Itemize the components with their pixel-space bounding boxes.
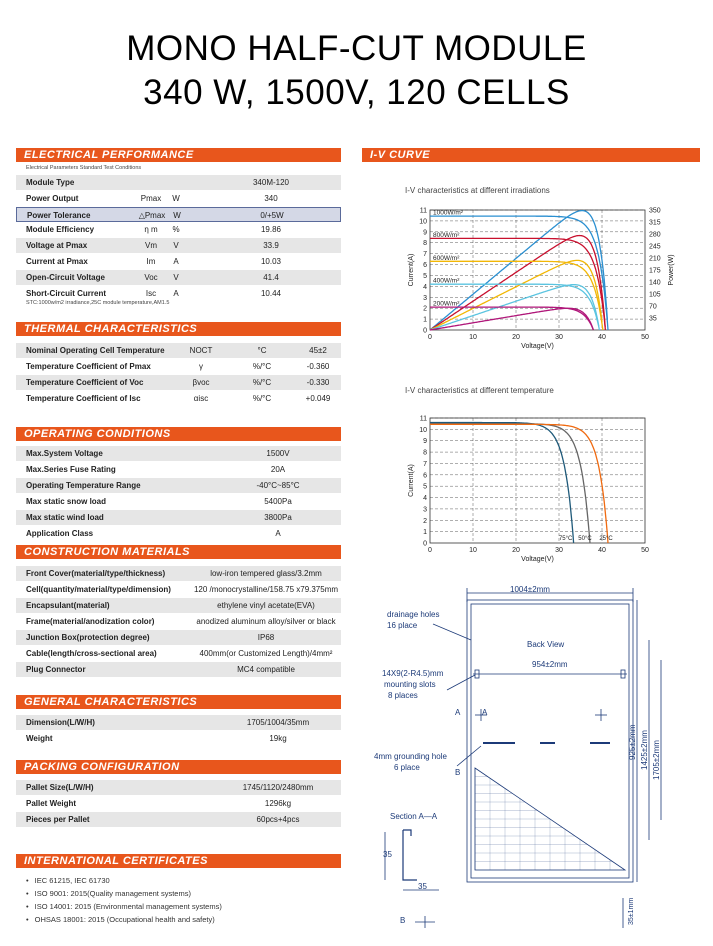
table-row xyxy=(16,446,341,462)
table-row xyxy=(16,222,341,238)
cell-label: Module Type xyxy=(26,178,75,187)
table-row xyxy=(16,359,341,375)
x-tick-label: 20 xyxy=(512,334,520,341)
electrical-heading: ELECTRICAL PERFORMANCE xyxy=(16,148,341,162)
cell-sym: Isc xyxy=(145,289,157,298)
table-row xyxy=(16,191,341,207)
table-row xyxy=(16,391,341,407)
cell-value: anodized aluminum alloy/silver or black xyxy=(196,617,336,626)
cell-value: 41.4 xyxy=(263,273,279,282)
y-tick-label: 3 xyxy=(423,294,427,302)
y-tick-label: 5 xyxy=(423,483,427,491)
cell-label: Voltage at Pmax xyxy=(26,241,88,250)
y-tick-label: 4 xyxy=(423,283,427,291)
marker-a-left: A xyxy=(455,708,461,717)
cell-label: Cable(length/cross-sectional area) xyxy=(26,649,157,658)
cell-value: 45±2 xyxy=(309,346,327,355)
cell-label: Pieces per Pallet xyxy=(26,815,90,824)
electrical-subheading: Electrical Parameters Standard Test Conditions xyxy=(26,165,142,171)
cell-label: Cell(quantity/material/type/dimension) xyxy=(26,585,171,594)
cell-value: 340 xyxy=(264,194,278,203)
drainage-count: 16 place xyxy=(387,621,418,630)
table-row xyxy=(16,270,341,286)
cell-value: 1500V xyxy=(266,449,290,458)
x-tick-label: 0 xyxy=(428,334,432,341)
table-row xyxy=(16,207,341,222)
marker-a-right: A xyxy=(482,708,488,717)
cell-value: 19kg xyxy=(269,734,287,743)
y-tick-label: 8 xyxy=(423,240,427,248)
cell-unit: % xyxy=(172,225,180,234)
cell-label: Frame(material/anodization color) xyxy=(26,617,155,626)
table-row xyxy=(16,731,341,747)
table-row xyxy=(16,494,341,510)
chart2-title: I-V characteristics at different temperature xyxy=(405,386,554,395)
table-row xyxy=(16,646,341,662)
x-tick-label: 10 xyxy=(469,334,477,341)
electrical-note: STC:1000w/m2 irradiance,25C module temperature,AM1.5 xyxy=(26,300,170,306)
y2-tick-label: 210 xyxy=(649,255,661,263)
cell-unit: %/°C xyxy=(252,362,272,371)
cell-unit: A xyxy=(173,289,179,298)
cell-value: A xyxy=(275,529,281,538)
y2-tick-label: 315 xyxy=(649,219,661,227)
cell-label: Temperature Coefficient of Voc xyxy=(26,378,144,387)
cell-label: Pallet Size(L/W/H) xyxy=(26,783,94,792)
x-tick-label: 0 xyxy=(428,547,432,554)
y2-tick-label: 140 xyxy=(649,279,661,287)
cell-label: Power Output xyxy=(26,194,79,203)
y-tick-label: 0 xyxy=(423,540,427,548)
y-tick-label: 11 xyxy=(419,207,427,215)
chart1-title: I-V characteristics at different irradiations xyxy=(405,186,550,195)
series-label: 1000W/m² xyxy=(433,209,463,217)
electrical-table xyxy=(16,175,341,302)
cell-label: Power Tolerance xyxy=(27,211,91,220)
series-label: 400W/m² xyxy=(433,277,460,285)
construction-heading: CONSTRUCTION MATERIALS xyxy=(16,545,341,559)
section-width: 35 xyxy=(418,882,427,891)
cell-sym: Im xyxy=(146,257,156,266)
dim-35b: 35±1mm xyxy=(628,897,635,925)
table-row xyxy=(16,796,341,812)
cell-unit: %/°C xyxy=(252,394,272,403)
table-row xyxy=(16,526,341,542)
inner-dim: 954±2mm xyxy=(532,660,568,669)
packing-table xyxy=(16,780,341,828)
cell-value: 10.03 xyxy=(260,257,282,266)
x-tick-label: 30 xyxy=(555,334,563,341)
cell-value: MC4 compatible xyxy=(237,665,295,674)
series-label: 200W/m² xyxy=(433,300,460,308)
cell-sym: η m xyxy=(144,225,158,234)
iv-heading: I-V CURVE xyxy=(362,148,700,162)
cell-label: Application Class xyxy=(26,529,94,538)
cell-sym: Voc xyxy=(144,273,158,282)
cell-value: 3800Pa xyxy=(264,513,292,522)
cell-value: 1296kg xyxy=(264,799,292,808)
cell-sym: γ xyxy=(199,362,203,371)
x-axis-label: Voltage(V) xyxy=(521,556,554,563)
cell-label: Encapsulant(material) xyxy=(26,601,110,610)
page-title: MONO HALF-CUT MODULE xyxy=(126,29,587,68)
table-row xyxy=(16,478,341,494)
cell-value: 0/+5W xyxy=(260,211,284,220)
cell-unit: A xyxy=(173,257,179,266)
cell-label: Temperature Coefficient of Pmax xyxy=(26,362,151,371)
y-tick-label: 7 xyxy=(423,251,427,259)
certificate-item: • ISO 9001: 2015(Quality management systems) xyxy=(26,887,222,900)
cell-value: 20A xyxy=(270,465,286,474)
table-row xyxy=(16,662,341,678)
table-row xyxy=(16,343,341,359)
y-tick-label: 2 xyxy=(423,305,427,313)
cell-sym: Pmax xyxy=(140,194,162,203)
cell-label: Short-Circuit Current xyxy=(26,289,106,298)
cell-value: 33.9 xyxy=(263,241,279,250)
y-tick-label: 0 xyxy=(423,327,427,335)
y2-tick-label: 350 xyxy=(649,207,661,215)
cell-value: 19.86 xyxy=(260,225,282,234)
series-label: 25°C xyxy=(599,536,613,542)
y-tick-label: 8 xyxy=(423,449,427,457)
cell-label: Dimension(L/W/H) xyxy=(26,718,95,727)
cell-label: Temperature Coefficient of Isc xyxy=(26,394,141,403)
cell-value: 1705/1004/35mm xyxy=(246,718,310,727)
cell-value: 10.44 xyxy=(260,289,282,298)
series-label: 800W/m² xyxy=(433,231,460,239)
certificate-item: • IEC 61215, IEC 61730 xyxy=(26,874,222,887)
cell-label: Max.Series Fuse Rating xyxy=(26,465,116,474)
certificates-heading: INTERNATIONAL CERTIFICATES xyxy=(16,854,341,868)
table-row xyxy=(16,375,341,391)
y-tick-label: 9 xyxy=(423,438,427,446)
cell-unit: W xyxy=(172,194,180,203)
thermal-heading: THERMAL CHARACTERISTICS xyxy=(16,322,341,336)
marker-b-bottom: B xyxy=(400,916,406,925)
thermal-table xyxy=(16,343,341,407)
certificate-item: • ISO 14001: 2015 (Environmental management systems) xyxy=(26,900,222,913)
y-tick-label: 3 xyxy=(423,506,427,514)
drainage-label: drainage holes xyxy=(387,610,440,619)
cell-label: Weight xyxy=(26,734,53,743)
section-height: 35 xyxy=(383,850,392,859)
table-row xyxy=(16,630,341,646)
cell-sym: △Pmax xyxy=(138,211,166,220)
cell-value: +0.049 xyxy=(305,394,331,403)
certificate-item: • OHSAS 18001: 2015 (Occupational health and safety) xyxy=(26,913,222,926)
cell-value: 340M-120 xyxy=(252,178,290,187)
cell-value: -0.330 xyxy=(306,378,330,387)
y-tick-label: 1 xyxy=(423,316,427,324)
cell-label: Open-Circuit Voltage xyxy=(26,273,105,282)
dim-1425: 1425±2mm xyxy=(640,730,649,770)
cell-value: IP68 xyxy=(257,633,275,642)
series-label: 600W/m² xyxy=(433,254,460,262)
plot-area xyxy=(430,418,645,543)
cell-sym: Vm xyxy=(145,241,157,250)
x-tick-label: 40 xyxy=(598,547,606,554)
cell-label: Pallet Weight xyxy=(26,799,77,808)
table-row xyxy=(16,462,341,478)
cell-value: 1745/1120/2480mm xyxy=(242,783,314,792)
y2-axis-label: Power(W) xyxy=(668,254,675,286)
cell-label: Plug Connector xyxy=(26,665,86,674)
cell-sym: NOCT xyxy=(189,346,213,355)
x-tick-label: 40 xyxy=(598,334,606,341)
series-label: 75°C xyxy=(558,536,573,542)
cell-label: Operating Temperature Range xyxy=(26,481,141,490)
y-tick-label: 5 xyxy=(423,272,427,280)
y-tick-label: 2 xyxy=(423,517,427,525)
table-row xyxy=(16,238,341,254)
cell-label: Max static wind load xyxy=(26,513,104,522)
cell-unit: °C xyxy=(257,346,267,355)
cell-unit: %/°C xyxy=(252,378,272,387)
y2-tick-label: 70 xyxy=(649,303,657,311)
series-label: 50°C xyxy=(578,536,592,542)
cell-value: 60pcs+4pcs xyxy=(256,815,300,824)
y-tick-label: 11 xyxy=(419,415,427,423)
table-row xyxy=(16,780,341,796)
cell-label: Module Efficiency xyxy=(26,225,95,234)
cell-value: 5400Pa xyxy=(264,497,292,506)
table-row xyxy=(16,614,341,630)
y-tick-label: 6 xyxy=(423,262,427,270)
dim-1705: 1705±2mm xyxy=(652,740,661,780)
grounding-count: 6 place xyxy=(394,763,420,772)
page-subtitle: 340 W, 1500V, 120 CELLS xyxy=(143,73,570,112)
table-row xyxy=(16,566,341,582)
cell-unit: W xyxy=(173,211,181,220)
cell-value: 120 /monocrystalline/158.75 x79.375mm xyxy=(193,585,339,594)
construction-table xyxy=(16,566,341,678)
cell-label: Max.System Voltage xyxy=(26,449,103,458)
general-heading: GENERAL CHARACTERISTICS xyxy=(16,695,341,709)
cell-label: Nominal Operating Cell Temperature xyxy=(26,346,165,355)
cell-sym: αisc xyxy=(193,394,209,403)
x-tick-label: 30 xyxy=(555,547,563,554)
y-tick-label: 6 xyxy=(423,472,427,480)
table-row xyxy=(16,254,341,270)
cell-label: Junction Box(protection degree) xyxy=(26,633,150,642)
table-row xyxy=(16,510,341,526)
table-row xyxy=(16,175,341,191)
y-tick-label: 10 xyxy=(419,426,427,434)
slots-count: 8 places xyxy=(388,691,418,700)
cell-unit: V xyxy=(173,273,179,282)
y2-tick-label: 280 xyxy=(649,231,661,239)
y-axis-label: Current(A) xyxy=(408,464,415,497)
operating-heading: OPERATING CONDITIONS xyxy=(16,427,341,441)
cell-value: -40°C~85°C xyxy=(256,481,300,490)
slots-label: mounting slots xyxy=(384,680,436,689)
cell-value: -0.360 xyxy=(306,362,330,371)
x-axis-label: Voltage(V) xyxy=(521,343,554,350)
y2-tick-label: 175 xyxy=(649,267,661,275)
y2-tick-label: 245 xyxy=(649,243,661,251)
cell-label: Front Cover(material/type/thickness) xyxy=(26,569,166,578)
cell-label: Current at Pmax xyxy=(26,257,88,266)
y2-tick-label: 105 xyxy=(649,291,661,299)
grounding-label: 4mm grounding hole xyxy=(374,752,447,761)
slots-dim: 14X9(2-R4.5)mm xyxy=(382,669,444,678)
cell-value: ethylene vinyl acetate(EVA) xyxy=(217,601,315,610)
temperature-chart xyxy=(400,408,700,568)
x-tick-label: 50 xyxy=(641,547,649,554)
back-view-label: Back View xyxy=(527,640,565,649)
x-tick-label: 50 xyxy=(641,334,649,341)
x-tick-label: 20 xyxy=(512,547,520,554)
general-table xyxy=(16,715,341,747)
operating-table xyxy=(16,446,341,542)
certificates-list xyxy=(26,874,222,926)
y2-tick-label: 35 xyxy=(649,315,657,323)
table-row xyxy=(16,582,341,598)
cell-value: low-iron tempered glass/3.2mm xyxy=(210,569,322,578)
dim-925: 925±2mm xyxy=(628,724,637,760)
table-row xyxy=(16,598,341,614)
y-tick-label: 10 xyxy=(419,218,427,226)
cell-value: 400mm(or Customized Length)/4mm² xyxy=(199,649,333,658)
packing-heading: PACKING CONFIGURATION xyxy=(16,760,341,774)
section-label: Section A—A xyxy=(390,812,438,821)
y-tick-label: 1 xyxy=(423,529,427,537)
table-row xyxy=(16,812,341,828)
irradiation-chart xyxy=(400,200,700,355)
cell-sym: βvoc xyxy=(192,378,210,387)
y-tick-label: 7 xyxy=(423,460,427,468)
cell-unit: V xyxy=(173,241,179,250)
table-row xyxy=(16,715,341,731)
y-tick-label: 9 xyxy=(423,229,427,237)
series-line xyxy=(430,424,590,543)
y-axis-label: Current(A) xyxy=(408,253,415,287)
series-line xyxy=(430,424,608,543)
width-dim: 1004±2mm xyxy=(510,585,550,594)
x-tick-label: 10 xyxy=(469,547,477,554)
marker-b: B xyxy=(455,768,461,777)
y-tick-label: 4 xyxy=(423,495,427,503)
cell-label: Max static snow load xyxy=(26,497,107,506)
